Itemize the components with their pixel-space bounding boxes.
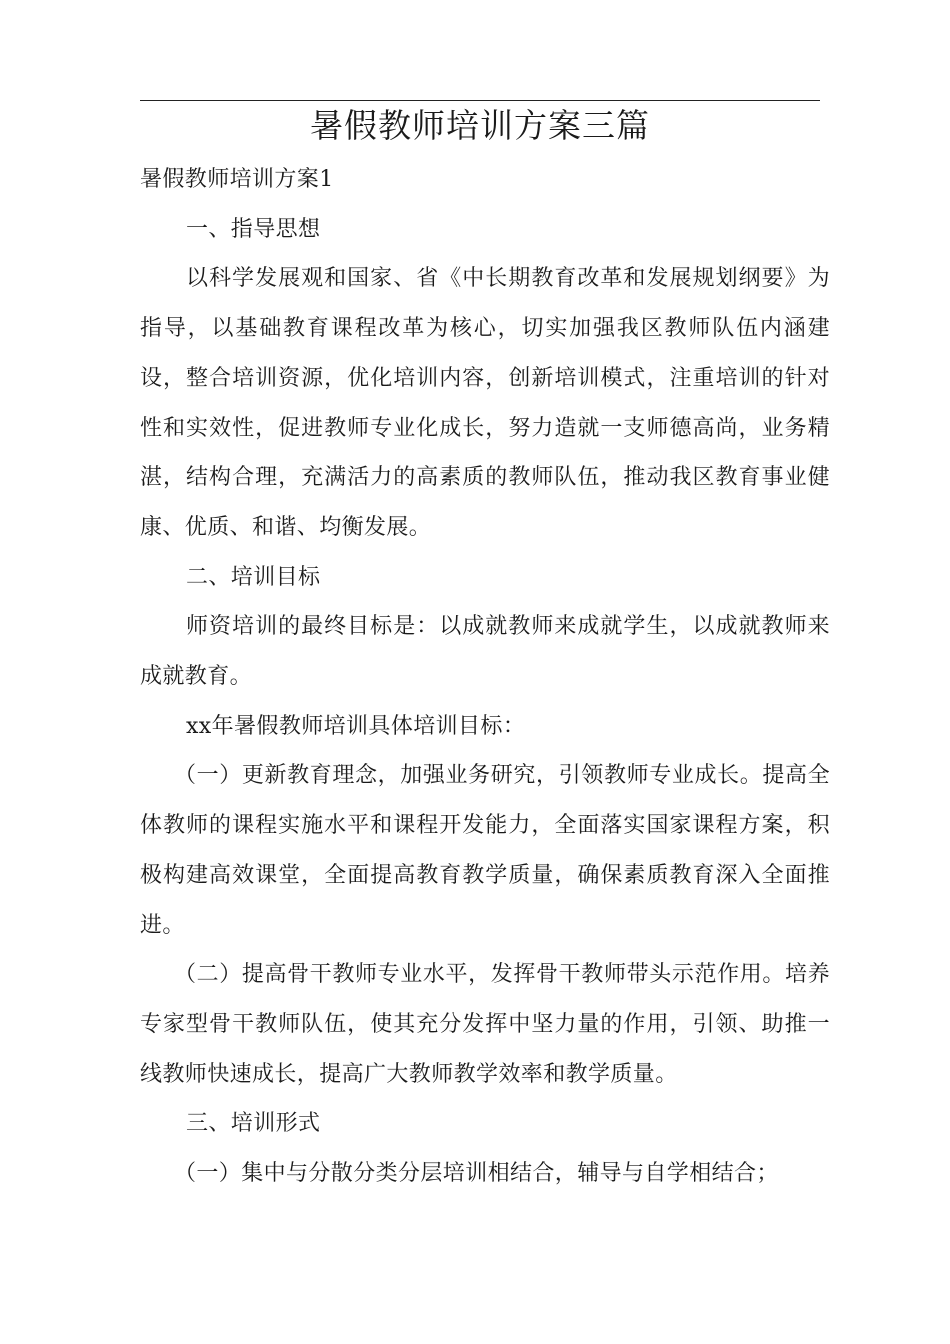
- paragraph-goal-two: （二）提高骨干教师专业水平，发挥骨干教师带头示范作用。培养专家型骨干教师队伍，使其充分发挥中坚力量的作用，引领、助推一线教师快速成长，提高广大教师教学效率和教学质量。: [140, 962, 830, 1087]
- document-title: 暑假教师培训方案三篇: [310, 106, 650, 145]
- heading-guiding-ideology: 一、指导思想: [186, 216, 321, 242]
- paragraph-specific-goals-intro: xx年暑假教师培训具体培训目标：: [186, 713, 526, 739]
- paragraph-guiding-ideology: 以科学发展观和国家、省《中长期教育改革和发展规划纲要》为指导，以基础教育课程改革为核心，切实加强我区教师队伍内涵建设，整合培训资源，优化培训内容，创新培训模式，注重培训的针对性和实效性，促进教师专业化成长，努力造就一支师德高尚，业务精湛，结构合理，充满活力的高素质的教师队伍，推动我区教育事业健康、优质、和谐、均衡发展。: [140, 266, 830, 540]
- section-subtitle: 暑假教师培训方案1: [140, 167, 334, 192]
- heading-training-form: 三、培训形式: [186, 1111, 321, 1137]
- document-body: [140, 155, 830, 1199]
- heading-training-goals: 二、培训目标: [186, 564, 321, 590]
- paragraph-form-one: （一）集中与分散分类分层培训相结合，辅导与自学相结合；: [174, 1161, 779, 1187]
- paragraph-goal-one: （一）更新教育理念，加强业务研究，引领教师专业成长。提高全体教师的课程实施水平和课程开发能力，全面落实国家课程方案，积极构建高效课堂，全面提高教育教学质量，确保素质教育深入全面推进。: [140, 763, 830, 938]
- header-rule: [140, 100, 820, 101]
- paragraph-ultimate-goal: 师资培训的最终目标是：以成就教师来成就学生，以成就教师来成就教育。: [140, 614, 830, 690]
